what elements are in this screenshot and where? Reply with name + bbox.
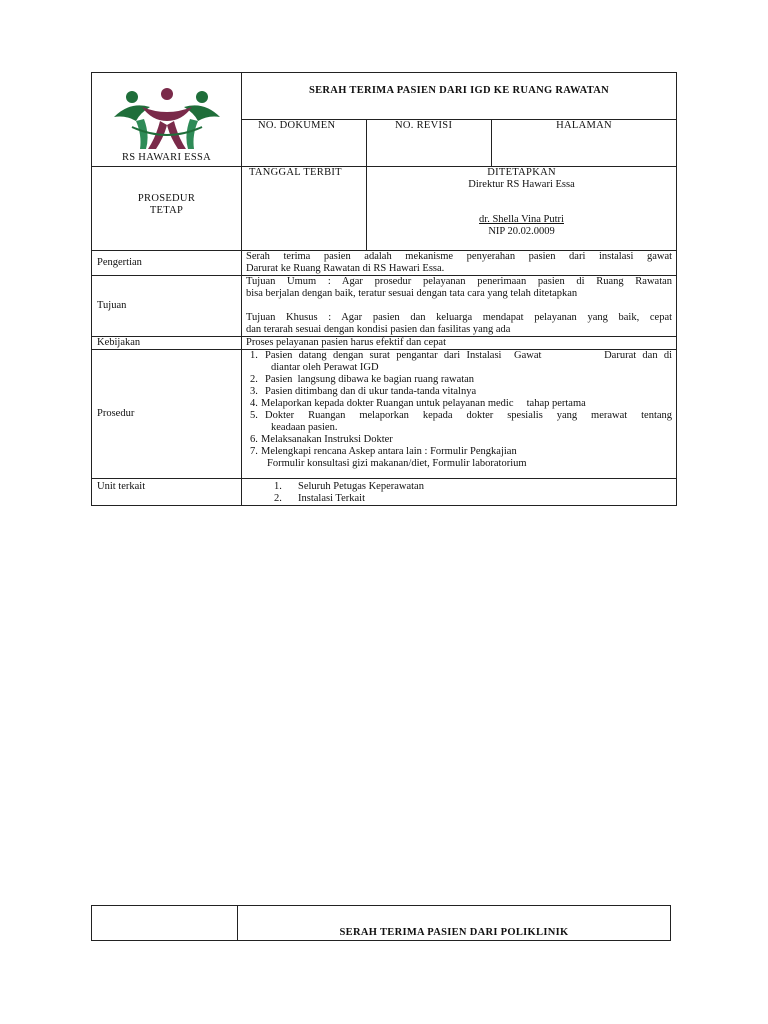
tujuan-umum-line1: Tujuan Umum : Agar prosedur pelayanan penerimaan pasien di Ruang Rawatan: [246, 276, 673, 287]
unit-terkait-label: Unit terkait: [92, 479, 242, 506]
prosedur-item-text: Pasien langsung dibawa ke bagian ruang rawatan: [265, 374, 475, 385]
ditetapkan-label: DITETAPKAN: [487, 167, 556, 178]
tujuan-khusus-line2: dan terarah sesuai dengan kondisi pasien dan fasilitas yang ada: [246, 324, 511, 335]
tujuan-label: Tujuan: [92, 276, 242, 337]
prosedur-item: [246, 386, 672, 398]
pengertian-label: Pengertian: [92, 251, 242, 276]
second-sop-table: [91, 905, 671, 941]
prosedur-item-text: Pasien ditimbang dan di ukur tanda-tanda vitalnya: [265, 386, 477, 397]
prosedur-item-cont: keadaan pasien.: [271, 422, 338, 433]
approval-cell: [367, 167, 677, 251]
pengertian-content: [242, 251, 677, 276]
tujuan-khusus-line1: Tujuan Khusus : Agar pasien dan keluarga mendapat pelayanan yang baik, cepat: [246, 312, 673, 323]
prosedur-item-cont: Formulir konsultasi gizi makanan/diet, Formulir laboratorium: [267, 458, 527, 469]
kebijakan-label: Kebijakan: [92, 337, 242, 350]
unit-terkait-item-number: 2.: [274, 493, 282, 504]
prosedur-item-text: Dokter Ruangan melaporkan kepada dokter spesialis yang merawat tentang: [265, 410, 673, 421]
prosedur-item-number: 1.: [250, 350, 258, 361]
director-name: dr. Shella Vina Putri: [479, 214, 564, 225]
no-revisi-header: NO. REVISI: [367, 120, 492, 167]
procedure-label-line1: PROSEDUR: [137, 192, 196, 204]
unit-terkait-item: [246, 481, 672, 493]
prosedur-item-number: 7.: [250, 446, 258, 457]
second-logo-cell: [92, 906, 238, 941]
document-title: SERAH TERIMA PASIEN DARI IGD KE RUANG RAWATAN: [242, 73, 677, 120]
prosedur-item-number: 5.: [250, 410, 258, 421]
kebijakan-content: Proses pelayanan pasien harus efektif dan cepat: [242, 337, 677, 350]
prosedur-content: [242, 350, 677, 479]
prosedur-item-text: Pasien datang dengan surat pengantar dari Instalasi Gawat Darurat dan di: [265, 350, 673, 361]
unit-terkait-item-text: Instalasi Terkait: [298, 493, 366, 504]
prosedur-label: Prosedur: [92, 350, 242, 479]
no-dokumen-header: NO. DOKUMEN: [242, 120, 367, 167]
prosedur-item: [246, 434, 672, 446]
prosedur-item: [246, 446, 672, 470]
prosedur-item-number: 6.: [250, 434, 258, 445]
pengertian-line1: Serah terima pasien adalah mekanisme penyerahan pasien dari instalasi gawat: [246, 251, 673, 262]
prosedur-item: [246, 374, 672, 386]
tujuan-content: [242, 276, 677, 337]
hospital-name: RS HAWARI ESSA: [121, 152, 212, 163]
prosedur-item-cont: diantar oleh Perawat IGD: [271, 362, 379, 373]
tanggal-terbit-cell: TANGGAL TERBIT: [242, 167, 367, 251]
prosedur-item: [246, 398, 672, 410]
director-nip: NIP 20.02.0009: [488, 226, 555, 237]
logo-cell: [92, 73, 242, 167]
direktur-label: Direktur RS Hawari Essa: [468, 179, 575, 190]
sop-table: [91, 72, 677, 506]
tujuan-umum-line2: bisa berjalan dengan baik, teratur sesuai dengan tata cara yang telah ditetapkan: [246, 288, 578, 299]
prosedur-item-number: 3.: [250, 386, 258, 397]
hospital-logo-icon: [112, 87, 222, 153]
prosedur-item-text: Melaksanakan Instruksi Dokter: [261, 434, 393, 445]
procedure-type-cell: [92, 167, 242, 251]
prosedur-item: [246, 350, 672, 374]
unit-terkait-item-text: Seluruh Petugas Keperawatan: [298, 481, 424, 492]
unit-terkait-content: [242, 479, 677, 506]
procedure-label-line2: TETAP: [149, 204, 184, 216]
unit-terkait-item-number: 1.: [274, 481, 282, 492]
halaman-header: HALAMAN: [492, 120, 677, 167]
pengertian-line2: Darurat ke Ruang Rawatan di RS Hawari Essa.: [246, 263, 445, 274]
prosedur-item-number: 4.: [250, 398, 258, 409]
unit-terkait-item: [246, 493, 672, 505]
prosedur-item-number: 2.: [250, 374, 258, 385]
prosedur-item-text: Melengkapi rencana Askep antara lain : Formulir Pengkajian: [261, 446, 517, 457]
prosedur-item-text: Melaporkan kepada dokter Ruangan untuk pelayanan medic tahap pertama: [261, 398, 586, 409]
prosedur-item: [246, 410, 672, 434]
second-document-title: SERAH TERIMA PASIEN DARI POLIKLINIK: [238, 906, 671, 941]
